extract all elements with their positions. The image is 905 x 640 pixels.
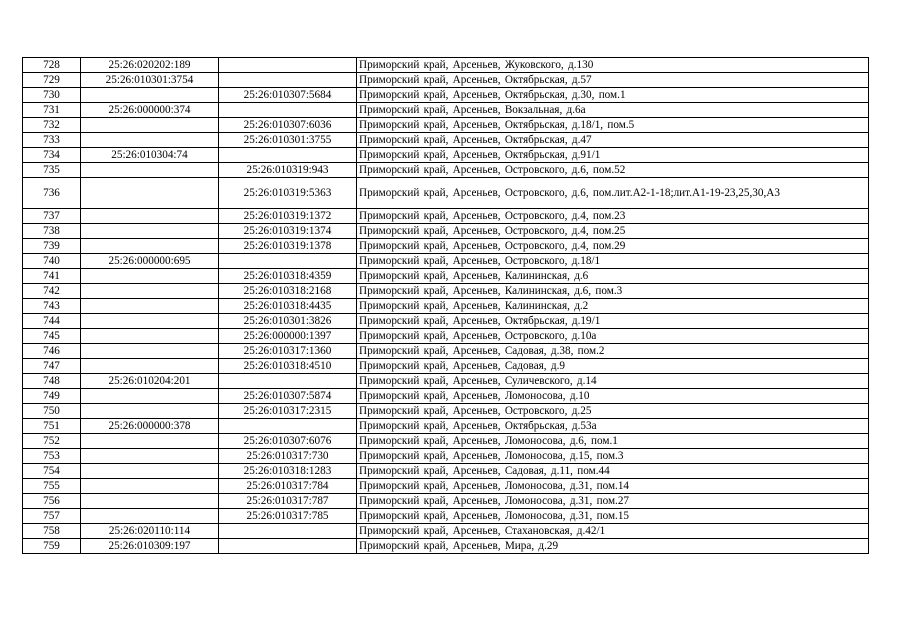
table-row (23, 494, 869, 509)
land-cadastral-number-cell: 25:26:020202:189 (81, 58, 219, 73)
address-cell: Приморский край, Арсеньев, Садовая, д.38, пом.2 (357, 344, 869, 359)
address-cell: Приморский край, Арсеньев, Октябрьская, д.91/1 (357, 148, 869, 163)
table-row (23, 434, 869, 449)
row-number-cell: 747 (23, 359, 81, 374)
table-row (23, 419, 869, 434)
land-cadastral-number-cell (81, 239, 219, 254)
address-cell: Приморский край, Арсеньев, Калининская, д.6 (357, 269, 869, 284)
address-cell: Приморский край, Арсеньев, Октябрьская, д.47 (357, 133, 869, 148)
address-cell: Приморский край, Арсеньев, Ломоносова, д.15, пом.3 (357, 449, 869, 464)
row-number-cell: 732 (23, 118, 81, 133)
address-cell: Приморский край, Арсеньев, Ломоносова, д.31, пом.14 (357, 479, 869, 494)
property-registry-table (22, 57, 869, 554)
building-cadastral-number-cell: 25:26:010317:730 (219, 449, 357, 464)
table-row (23, 178, 869, 209)
address-cell: Приморский край, Арсеньев, Вокзальная, д.6а (357, 103, 869, 118)
row-number-cell: 737 (23, 209, 81, 224)
row-number-cell: 746 (23, 344, 81, 359)
row-number-cell: 735 (23, 163, 81, 178)
registry-table-body (23, 58, 869, 554)
building-cadastral-number-cell: 25:26:010318:4510 (219, 359, 357, 374)
land-cadastral-number-cell (81, 133, 219, 148)
table-row (23, 314, 869, 329)
row-number-cell: 728 (23, 58, 81, 73)
land-cadastral-number-cell (81, 449, 219, 464)
building-cadastral-number-cell: 25:26:010318:4435 (219, 299, 357, 314)
land-cadastral-number-cell (81, 284, 219, 299)
address-cell: Приморский край, Арсеньев, Ломоносова, д.31, пом.15 (357, 509, 869, 524)
row-number-cell: 739 (23, 239, 81, 254)
row-number-cell: 730 (23, 88, 81, 103)
building-cadastral-number-cell: 25:26:010319:943 (219, 163, 357, 178)
table-row (23, 524, 869, 539)
address-cell: Приморский край, Арсеньев, Островского, д.4, пом.23 (357, 209, 869, 224)
table-row (23, 464, 869, 479)
row-number-cell: 743 (23, 299, 81, 314)
building-cadastral-number-cell (219, 148, 357, 163)
address-cell: Приморский край, Арсеньев, Октябрьская, д.18/1, пом.5 (357, 118, 869, 133)
address-cell: Приморский край, Арсеньев, Октябрьская, д.30, пом.1 (357, 88, 869, 103)
land-cadastral-number-cell (81, 344, 219, 359)
land-cadastral-number-cell (81, 404, 219, 419)
row-number-cell: 731 (23, 103, 81, 118)
building-cadastral-number-cell: 25:26:010307:5684 (219, 88, 357, 103)
building-cadastral-number-cell: 25:26:010318:2168 (219, 284, 357, 299)
address-cell: Приморский край, Арсеньев, Жуковского, д.130 (357, 58, 869, 73)
building-cadastral-number-cell (219, 524, 357, 539)
land-cadastral-number-cell: 25:26:010304:74 (81, 148, 219, 163)
building-cadastral-number-cell: 25:26:010301:3755 (219, 133, 357, 148)
building-cadastral-number-cell (219, 73, 357, 88)
land-cadastral-number-cell (81, 299, 219, 314)
building-cadastral-number-cell: 25:26:010307:6076 (219, 434, 357, 449)
table-row (23, 58, 869, 73)
address-cell: Приморский край, Арсеньев, Калининская, д.2 (357, 299, 869, 314)
table-row (23, 269, 869, 284)
building-cadastral-number-cell: 25:26:010317:785 (219, 509, 357, 524)
address-cell: Приморский край, Арсеньев, Садовая, д.11, пом.44 (357, 464, 869, 479)
table-row (23, 359, 869, 374)
land-cadastral-number-cell (81, 209, 219, 224)
table-row (23, 73, 869, 88)
address-cell: Приморский край, Арсеньев, Островского, д.4, пом.29 (357, 239, 869, 254)
table-row (23, 163, 869, 178)
land-cadastral-number-cell (81, 494, 219, 509)
row-number-cell: 755 (23, 479, 81, 494)
row-number-cell: 758 (23, 524, 81, 539)
land-cadastral-number-cell (81, 329, 219, 344)
table-row (23, 133, 869, 148)
table-row (23, 148, 869, 163)
address-cell: Приморский край, Арсеньев, Мира, д.29 (357, 539, 869, 554)
land-cadastral-number-cell: 25:26:020110:114 (81, 524, 219, 539)
table-row (23, 239, 869, 254)
row-number-cell: 742 (23, 284, 81, 299)
building-cadastral-number-cell: 25:26:010319:5363 (219, 178, 357, 209)
building-cadastral-number-cell: 25:26:010307:6036 (219, 118, 357, 133)
land-cadastral-number-cell (81, 269, 219, 284)
row-number-cell: 759 (23, 539, 81, 554)
building-cadastral-number-cell: 25:26:010317:2315 (219, 404, 357, 419)
address-cell: Приморский край, Арсеньев, Островского, д.18/1 (357, 254, 869, 269)
address-cell: Приморский край, Арсеньев, Островского, д.4, пом.25 (357, 224, 869, 239)
row-number-cell: 741 (23, 269, 81, 284)
building-cadastral-number-cell (219, 539, 357, 554)
table-row (23, 509, 869, 524)
building-cadastral-number-cell: 25:26:010301:3826 (219, 314, 357, 329)
address-cell: Приморский край, Арсеньев, Островского, д.25 (357, 404, 869, 419)
land-cadastral-number-cell: 25:26:000000:695 (81, 254, 219, 269)
table-row (23, 539, 869, 554)
row-number-cell: 736 (23, 178, 81, 209)
building-cadastral-number-cell (219, 374, 357, 389)
table-row (23, 224, 869, 239)
building-cadastral-number-cell: 25:26:000000:1397 (219, 329, 357, 344)
building-cadastral-number-cell: 25:26:010318:4359 (219, 269, 357, 284)
building-cadastral-number-cell (219, 103, 357, 118)
address-cell: Приморский край, Арсеньев, Ломоносова, д.31, пом.27 (357, 494, 869, 509)
land-cadastral-number-cell: 25:26:000000:378 (81, 419, 219, 434)
table-row (23, 284, 869, 299)
table-row (23, 103, 869, 118)
table-row (23, 404, 869, 419)
table-row (23, 299, 869, 314)
address-cell: Приморский край, Арсеньев, Садовая, д.9 (357, 359, 869, 374)
building-cadastral-number-cell: 25:26:010317:1360 (219, 344, 357, 359)
land-cadastral-number-cell: 25:26:000000:374 (81, 103, 219, 118)
row-number-cell: 738 (23, 224, 81, 239)
row-number-cell: 740 (23, 254, 81, 269)
land-cadastral-number-cell (81, 509, 219, 524)
address-cell: Приморский край, Арсеньев, Островского, д.10а (357, 329, 869, 344)
building-cadastral-number-cell: 25:26:010318:1283 (219, 464, 357, 479)
land-cadastral-number-cell: 25:26:010204:201 (81, 374, 219, 389)
building-cadastral-number-cell: 25:26:010319:1378 (219, 239, 357, 254)
land-cadastral-number-cell (81, 314, 219, 329)
row-number-cell: 748 (23, 374, 81, 389)
table-row (23, 209, 869, 224)
land-cadastral-number-cell (81, 163, 219, 178)
building-cadastral-number-cell: 25:26:010317:787 (219, 494, 357, 509)
land-cadastral-number-cell (81, 178, 219, 209)
row-number-cell: 756 (23, 494, 81, 509)
table-row (23, 449, 869, 464)
building-cadastral-number-cell: 25:26:010319:1372 (219, 209, 357, 224)
row-number-cell: 751 (23, 419, 81, 434)
row-number-cell: 750 (23, 404, 81, 419)
land-cadastral-number-cell (81, 434, 219, 449)
address-cell: Приморский край, Арсеньев, Октябрьская, д.57 (357, 73, 869, 88)
table-row (23, 344, 869, 359)
row-number-cell: 749 (23, 389, 81, 404)
row-number-cell: 744 (23, 314, 81, 329)
land-cadastral-number-cell (81, 359, 219, 374)
table-row (23, 118, 869, 133)
address-cell: Приморский край, Арсеньев, Островского, д.6, пом.52 (357, 163, 869, 178)
table-row (23, 479, 869, 494)
building-cadastral-number-cell (219, 254, 357, 269)
table-row (23, 329, 869, 344)
land-cadastral-number-cell (81, 118, 219, 133)
row-number-cell: 757 (23, 509, 81, 524)
row-number-cell: 752 (23, 434, 81, 449)
land-cadastral-number-cell (81, 88, 219, 103)
building-cadastral-number-cell: 25:26:010319:1374 (219, 224, 357, 239)
land-cadastral-number-cell (81, 389, 219, 404)
building-cadastral-number-cell (219, 58, 357, 73)
row-number-cell: 745 (23, 329, 81, 344)
building-cadastral-number-cell: 25:26:010307:5874 (219, 389, 357, 404)
row-number-cell: 729 (23, 73, 81, 88)
row-number-cell: 734 (23, 148, 81, 163)
address-cell: Приморский край, Арсеньев, Ломоносова, д.10 (357, 389, 869, 404)
address-cell: Приморский край, Арсеньев, Калининская, д.6, пом.3 (357, 284, 869, 299)
row-number-cell: 733 (23, 133, 81, 148)
land-cadastral-number-cell: 25:26:010309:197 (81, 539, 219, 554)
address-cell: Приморский край, Арсеньев, Октябрьская, д.53а (357, 419, 869, 434)
table-row (23, 389, 869, 404)
address-cell: Приморский край, Арсеньев, Октябрьская, д.19/1 (357, 314, 869, 329)
table-row (23, 88, 869, 103)
building-cadastral-number-cell (219, 419, 357, 434)
row-number-cell: 753 (23, 449, 81, 464)
land-cadastral-number-cell (81, 224, 219, 239)
address-cell: Приморский край, Арсеньев, Суличевского, д.14 (357, 374, 869, 389)
address-cell: Приморский край, Арсеньев, Ломоносова, д.6, пом.1 (357, 434, 869, 449)
address-cell: Приморский край, Арсеньев, Островского, д.6, пом.лит.А2-1-18;лит.А1-19-23,25,30,А3 (357, 178, 869, 209)
address-cell: Приморский край, Арсеньев, Стахановская, д.42/1 (357, 524, 869, 539)
building-cadastral-number-cell: 25:26:010317:784 (219, 479, 357, 494)
table-row (23, 254, 869, 269)
row-number-cell: 754 (23, 464, 81, 479)
land-cadastral-number-cell (81, 479, 219, 494)
land-cadastral-number-cell: 25:26:010301:3754 (81, 73, 219, 88)
land-cadastral-number-cell (81, 464, 219, 479)
table-row (23, 374, 869, 389)
